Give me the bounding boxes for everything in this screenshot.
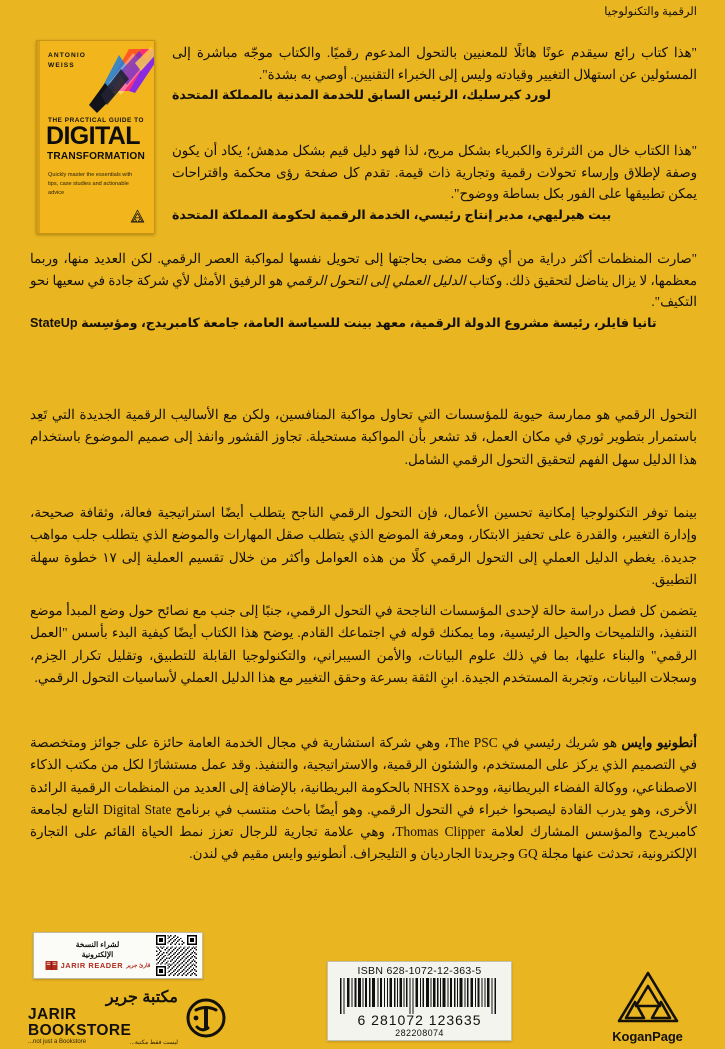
cover-overline: THE PRACTICAL GUIDE TO xyxy=(48,117,145,124)
cover-title-main: DIGITAL xyxy=(46,122,140,150)
cover-author-name: ANTONIO WEISS xyxy=(48,52,86,70)
endorsement-quote-2 xyxy=(172,140,697,224)
author-bio-paragraph xyxy=(30,732,697,866)
quote-attribution: تانيا فايلر، رئيسة مشروع الدولة الرقمية، معهد بينت للسياسة العامة، جامعة كامبريدج، ومؤسِسة StateUp xyxy=(30,315,657,330)
jarir-tagline-en: ...not just a Bookstore xyxy=(28,1039,87,1046)
quote-text-after: هو الرفيق الأمثل لأي شركة جادة في سعيها نحو التكيف". xyxy=(30,272,697,310)
jarir-reader-brand-en: JARIR READER xyxy=(60,961,124,971)
cover-blurb: Quickly master the essentials with tips, case studies and actionable advice xyxy=(48,172,133,197)
cover-spine xyxy=(37,41,40,233)
jarir-reader-qr-card[interactable] xyxy=(33,932,203,979)
cover-title-sub: TRANSFORMATION xyxy=(47,151,145,162)
book-cover xyxy=(36,40,155,234)
endorsement-quote-1 xyxy=(172,42,697,105)
barcode-sub-number: 282208074 xyxy=(395,1028,444,1038)
jarir-name-en: JARIR BOOKSTORE xyxy=(28,1005,132,1039)
body-paragraph-3: يتضمن كل فصل دراسة حالة لإحدى المؤسسات الناجحة في التحول الرقمي، جنبًا إلى جنب مع نصائح حول وضع المبدأ موضع التنفيذ، والتلميحات والحيل الرئيسية، وما يمكنك قوله في اجتماعك القادم. يوضح هذا الكتاب أيضًا كيفية البدء بأسس "العمل الرقمي" والبناء عليها، بما في ذلك علوم البيانات، والأمن السيبراني، والتكنولوجيا القابلة للتطبيق، وتقليل تكرار الحِزم، وسجلات البيانات، وتجربة المستخدم الجيدة. ابنِ الثقة بسرعة وحقق التغيير مع هذا الدليل العملي لأساسيات التحول الرقمي. xyxy=(30,603,697,685)
jarir-reader-brand xyxy=(45,960,151,971)
kogan-page-logo xyxy=(595,962,700,1044)
body-paragraph-2: بينما توفر التكنولوجيا إمكانية تحسين الأعمال، فإن التحول الرقمي الناجح يتطلب أيضًا استراتيجية فعالة، وثقافة صحيحة، وإدارة التغيير، والقدرة على تحفيز الابتكار، ومعرفة الموضع الذي يتطلب صقل المهارات والموضع الذي يتطلب جلب مواهب جديدة. يغطي الدليل العملي إلى التحول الرقمي كلًا من هذه العوامل وأكثر من خلال تقسيم العملية إلى ١٧ خطوة سهلة التطبيق. xyxy=(30,505,697,587)
barcode-digits: 6 281072 123635 xyxy=(357,1012,482,1028)
isbn-number: ISBN 628-1072-12-363-5 xyxy=(357,965,482,977)
jarir-tagline-ar: ليست فقط مكتبة... xyxy=(129,1040,178,1047)
qr-code-icon[interactable] xyxy=(156,935,197,976)
quote-attribution: بيت هيرليهي، مدير إنتاج رئيسي، الخدمة الرقمية لحكومة المملكة المتحدة xyxy=(172,207,612,222)
cover-kogan-page-icon xyxy=(129,208,146,225)
quote-text: "هذا الكتاب خال من الثرثرة والكبرياء بشكل مريح، لذا فهو دليل قيم بشكل مدهش؛ يكاد أن يكون وصفة لإطلاق وإرساء تحولات رقمية وتجارية ذات قيمة. تقدم كل صفحة رؤى محكمة واقتراحات يمكن تطبيقها على الفور بكل بساطة ووضوح". xyxy=(172,143,697,202)
cover-artwork xyxy=(75,43,155,113)
jarir-logo-text xyxy=(28,990,178,1046)
endorsement-quote-3 xyxy=(30,248,697,332)
category-label: الرقمية والتكنولوجيا xyxy=(604,6,697,18)
author-bio-text: هو شريك رئيسي في The PSC، وهي شركة استشارية في مجال الخدمة العامة حائزة على جوائز ومتخصصة في التصميم الذي يركز على المستخدم، والشئون الرقمية، والاستراتيجية، والتنفيذ. وقد عمل مستشارًا لكل من مكتب الذكاء الاصطناعي، ووكالة الفضاء البريطانية، ووحدة NHSX بالحكومة البريطانية، بالإضافة إلى العديد من المنظمات الرقمية الرائدة الأخرى، وهو يدرب القادة ليصبحوا خبراء في التحول الرقمي. وهو أيضًا باحث منتسب في برنامج Digital State التابع لجامعة كامبريدج والمؤسس المشارك لعلامة Thomas Clipper، وهي علامة تجارية للرجال تعزز نمط الحياة القائم على التجارة الإلكترونية، تحدثت عنها مجلة GQ وجريدتا الجارديان و التليجراف. أنطونيو وايس مقيم في لندن. xyxy=(30,735,697,862)
qr-card-line-1: لشراء النسخة xyxy=(75,939,120,949)
kogan-page-triangle-icon xyxy=(615,969,681,1027)
quote-attribution: لورد كيرسليك، الرئيس السابق للخدمة المدنية بالمملكة المتحدة xyxy=(172,88,552,103)
barcode-bars xyxy=(334,978,505,1014)
qr-card-line-2: الإلكترونية xyxy=(81,950,114,959)
author-bio-name: أنطونيو وايس xyxy=(621,735,697,750)
quote-book-title: الدليل العملي إلى التحول الرقمي xyxy=(286,272,466,288)
kogan-page-name: KoganPage xyxy=(612,1029,683,1044)
quote-text: "هذا كتاب رائع سيقدم عونًا هائلًا للمعنيين بالتحول المدعوم رقميًا. والكتاب موجّه مباشرة إلى المسئولين عن استهلال التغيير وقيادته وليس إلى الخبراء التقنيين. أوصي به بشدة". xyxy=(172,45,697,82)
qr-card-text-block xyxy=(39,940,156,972)
open-book-icon xyxy=(45,960,58,971)
book-cover-thumbnail xyxy=(36,40,155,234)
jarir-tagline xyxy=(28,1039,178,1046)
jarir-name-ar: مكتبة جرير xyxy=(105,988,178,1006)
jarir-bookstore-mark-icon xyxy=(184,998,228,1038)
jarir-bookstore-logo xyxy=(28,988,228,1047)
quote-text-before: "صارت المنظمات أكثر دراية من أي وقت مضى بحاجتها إلى تحويل نفسها لمواكبة العصر الرقمي. لكن العديد منها، وربما معظمها، لا يزال يناضل لتحقيق ذلك. وكتاب xyxy=(30,251,697,288)
jarir-reader-brand-ar: قارئ جرير xyxy=(126,962,151,969)
body-paragraph-1: التحول الرقمي هو ممارسة حيوية للمؤسسات التي تحاول مواكبة المنافسين، ولكن مع الأساليب الرقمية الجديدة التي تَعِد باستمرار بتطوير ثوري في مكان العمل، قد تشعر بأن المواكبة مستحيلة. تجاوز القشور وانفذ إلى صميم الموضوع باستخدام هذا الدليل سهل الفهم لتحقيق التحول الرقمي الشامل. xyxy=(30,407,697,467)
isbn-barcode-card xyxy=(327,961,512,1041)
